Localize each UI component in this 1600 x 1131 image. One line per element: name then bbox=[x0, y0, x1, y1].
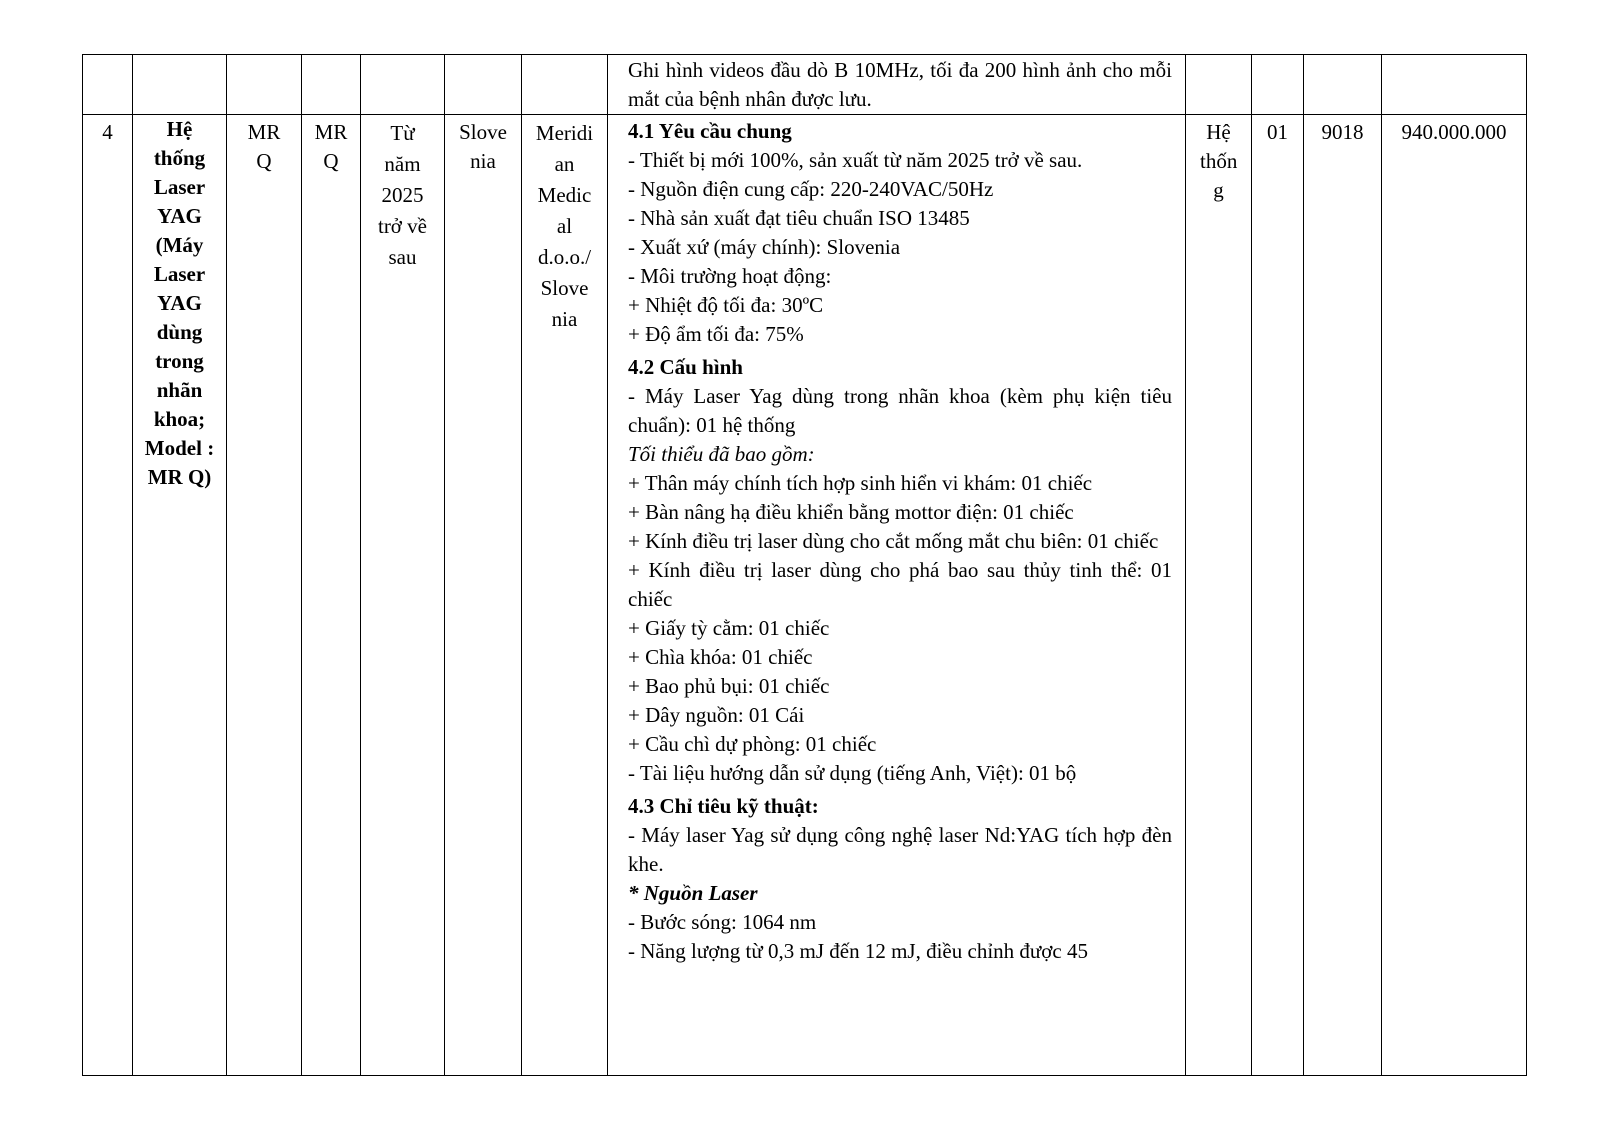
empty-cell bbox=[1382, 55, 1527, 115]
price-value: 940.000.000 bbox=[1401, 120, 1507, 144]
description-line: + Bao phủ bụi: 01 chiếc bbox=[628, 674, 830, 698]
quantity-value: 01 bbox=[1267, 120, 1288, 144]
quantity-cell bbox=[1252, 115, 1304, 1076]
empty-cell bbox=[133, 55, 227, 115]
description-line: + Chìa khóa: 01 chiếc bbox=[628, 645, 813, 669]
product-name: Hệ thống Laser YAG (Máy Laser YAG dùng trong nhãn khoa; Model : MR Q) bbox=[144, 117, 215, 489]
description-line: + Cầu chì dự phòng: 01 chiếc bbox=[628, 732, 877, 756]
description-cell bbox=[608, 115, 1186, 1076]
description-line: + Độ ẩm tối đa: 75% bbox=[628, 322, 804, 346]
unit-value: Hệ thốn g bbox=[1200, 120, 1238, 202]
origin-cell bbox=[445, 115, 522, 1076]
description-line: Ghi hình videos đầu dò B 10MHz, tối đa 200 hình ảnh cho mỗi mắt của bệnh nhân được lưu. bbox=[628, 58, 1172, 111]
empty-cell bbox=[1304, 55, 1382, 115]
description-line: + Nhiệt độ tối đa: 30ºC bbox=[628, 293, 824, 317]
brand-value: MR Q bbox=[314, 120, 348, 173]
description-body bbox=[608, 115, 1185, 966]
description-line: + Thân máy chính tích hợp sinh hiển vi khám: 01 chiếc bbox=[628, 471, 1093, 495]
manufacturer-cell bbox=[522, 115, 608, 1076]
section-heading: 4.2 Cấu hình bbox=[628, 355, 743, 379]
empty-cell bbox=[1186, 55, 1252, 115]
description-line: + Giấy tỳ cằm: 01 chiếc bbox=[628, 616, 830, 640]
empty-cell bbox=[1252, 55, 1304, 115]
code-value: 9018 bbox=[1321, 120, 1364, 144]
equipment-spec-table bbox=[82, 54, 1527, 1076]
empty-cell bbox=[302, 55, 361, 115]
prev-description-cell bbox=[608, 55, 1186, 115]
stt-cell bbox=[83, 115, 133, 1076]
empty-cell bbox=[445, 55, 522, 115]
empty-cell bbox=[227, 55, 302, 115]
description-line: + Bàn nâng hạ điều khiển bằng mottor điện: 01 chiếc bbox=[628, 500, 1074, 524]
stt-value: 4 bbox=[102, 120, 113, 144]
brand-cell bbox=[302, 115, 361, 1076]
description-line: - Máy laser Yag sử dụng công nghệ laser Nd:YAG tích hợp đèn khe. bbox=[628, 823, 1172, 876]
year-cell bbox=[361, 115, 445, 1076]
origin-value: Slove nia bbox=[459, 120, 507, 173]
description-line: - Môi trường hoạt động: bbox=[628, 264, 832, 288]
section-heading: 4.3 Chỉ tiêu kỹ thuật: bbox=[628, 794, 819, 818]
description-line: + Dây nguồn: 01 Cái bbox=[628, 703, 805, 727]
manufacturer-value: Meridi an Medic al d.o.o./ Slove nia bbox=[535, 121, 594, 331]
empty-cell bbox=[83, 55, 133, 115]
unit-cell bbox=[1186, 115, 1252, 1076]
section-heading: 4.1 Yêu cầu chung bbox=[628, 119, 792, 143]
description-line: - Xuất xứ (máy chính): Slovenia bbox=[628, 235, 901, 259]
description-line: - Máy Laser Yag dùng trong nhãn khoa (kèm phụ kiện tiêu chuẩn): 01 hệ thống bbox=[628, 384, 1172, 437]
empty-cell bbox=[361, 55, 445, 115]
table-row-item-4 bbox=[83, 115, 1527, 1076]
description-line: * Nguồn Laser bbox=[628, 881, 758, 905]
empty-cell bbox=[522, 55, 608, 115]
description-line: + Kính điều trị laser dùng cho phá bao sau thủy tinh thể: 01 chiếc bbox=[628, 558, 1172, 611]
description-line: - Năng lượng từ 0,3 mJ đến 12 mJ, điều chỉnh được 45 bbox=[628, 939, 1088, 963]
description-line: - Tài liệu hướng dẫn sử dụng (tiếng Anh, Việt): 01 bộ bbox=[628, 761, 1077, 785]
model-cell bbox=[227, 115, 302, 1076]
product-name-cell bbox=[133, 115, 227, 1076]
description-line: + Kính điều trị laser dùng cho cắt mống mắt chu biên: 01 chiếc bbox=[628, 529, 1159, 553]
code-cell bbox=[1304, 115, 1382, 1076]
description-line: - Bước sóng: 1064 nm bbox=[628, 910, 817, 934]
description-line: - Nguồn điện cung cấp: 220-240VAC/50Hz bbox=[628, 177, 994, 201]
year-value: Từ năm 2025 trở về sau bbox=[377, 121, 427, 269]
price-cell bbox=[1382, 115, 1527, 1076]
table-row-previous bbox=[83, 55, 1527, 115]
description-line: Tối thiểu đã bao gồm: bbox=[628, 442, 815, 466]
description-line: - Nhà sản xuất đạt tiêu chuẩn ISO 13485 bbox=[628, 206, 970, 230]
model-value: MR Q bbox=[247, 120, 281, 173]
description-line: - Thiết bị mới 100%, sản xuất từ năm 2025 trở về sau. bbox=[628, 148, 1083, 172]
